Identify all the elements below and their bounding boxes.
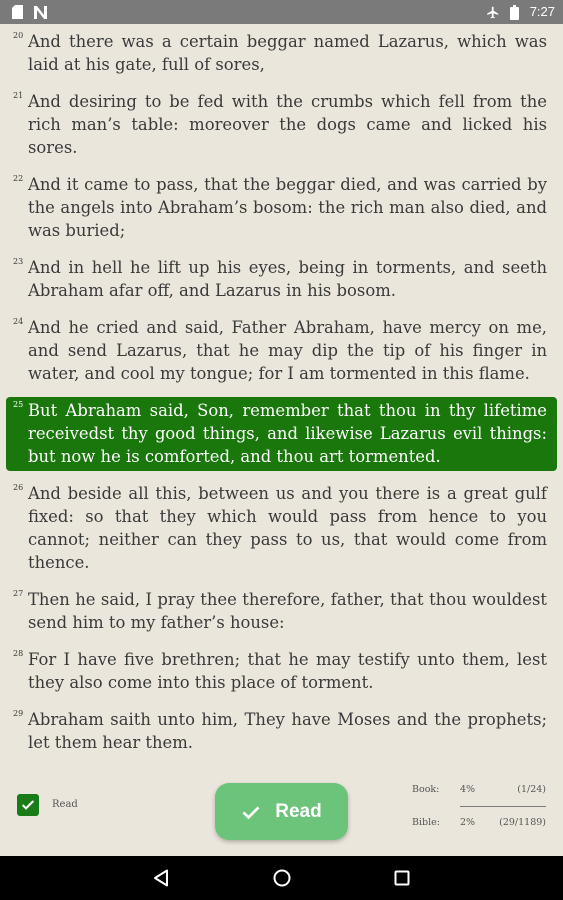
bible-count: (29/1189) [499,817,546,828]
bible-label: Bible: [412,817,440,828]
verse[interactable] [6,314,557,388]
verse-number: 24 [13,317,24,326]
bible-progress [412,817,546,828]
navigation-bar [0,856,563,900]
stats-divider [460,806,546,807]
home-icon[interactable] [271,867,293,889]
back-icon[interactable] [150,867,172,889]
check-icon [241,802,261,822]
checkbox-check-icon [20,797,36,813]
read-checkbox[interactable] [17,794,39,816]
verse-text: And there was a certain beggar named Lazarus, which was laid at his gate, full of sores, [28,32,547,74]
verse[interactable] [6,706,557,757]
verse[interactable] [6,88,557,162]
bottom-panel [0,770,563,856]
verse-text: And beside all this, between us and you there is a great gulf fixed: so that they which would pass from hence to you cannot; neither can they pass to us, that would come from thence. [28,484,547,572]
battery-icon [508,4,522,20]
verse-text: And he cried and said, Father Abraham, have mercy on me, and send Lazarus, that he may dip the tip of his finger in water, and cool my tongue; for I am tormented in this flame. [28,318,547,383]
verse[interactable] [6,586,557,637]
airplane-mode-icon [486,4,500,20]
read-button-label: Read [275,800,322,822]
bible-percent: 2% [460,817,476,828]
verse-number: 29 [13,709,24,718]
verse[interactable] [6,254,557,305]
read-checkbox-label: Read [52,799,78,810]
sd-card-icon [10,4,24,20]
book-progress [412,784,546,795]
book-percent: 4% [460,784,476,795]
verse-number: 28 [13,649,24,658]
verse-text: For I have five brethren; that he may testify unto them, lest they also come into this place of torment. [28,650,547,692]
verse-text: And in hell he lift up his eyes, being in torments, and seeth Abraham afar off, and Lazarus in his bosom. [28,258,547,300]
notification-n-icon [33,4,47,20]
book-count: (1/24) [517,784,546,795]
verse[interactable] [6,171,557,245]
verse-text: Abraham saith unto him, They have Moses and the prophets; let them hear them. [28,710,547,752]
verse-number: 23 [13,257,24,266]
status-bar [0,0,563,24]
verse-text: And it came to pass, that the beggar died, and was carried by the angels into Abraham’s bosom: the rich man also died, and was buried; [28,175,547,240]
verse-highlighted[interactable] [6,397,557,471]
status-time: 7:27 [529,4,555,19]
book-label: Book: [412,784,440,795]
read-button[interactable] [215,783,348,840]
verse-text: Then he said, I pray thee therefore, father, that thou wouldest send him to my father’s house: [28,590,547,632]
verse[interactable] [6,480,557,577]
recents-icon[interactable] [391,867,413,889]
verse-number: 27 [13,589,24,598]
verse-number: 25 [13,400,24,409]
verse-number: 26 [13,483,24,492]
verse[interactable] [6,28,557,79]
verse-text: And desiring to be fed with the crumbs which fell from the rich man’s table: moreover the dogs came and licked his sores. [28,92,547,157]
verse[interactable] [6,646,557,697]
verse-text: But Abraham said, Son, remember that thou in thy lifetime receivedst thy good things, and likewise Lazarus evil things: but now he is comforted, and thou art tormented. [28,401,547,466]
verse-number: 22 [13,174,24,183]
verse-list[interactable] [0,24,563,759]
verse-number: 20 [13,31,24,40]
reading-stats [412,784,546,828]
verse-number: 21 [13,91,24,100]
